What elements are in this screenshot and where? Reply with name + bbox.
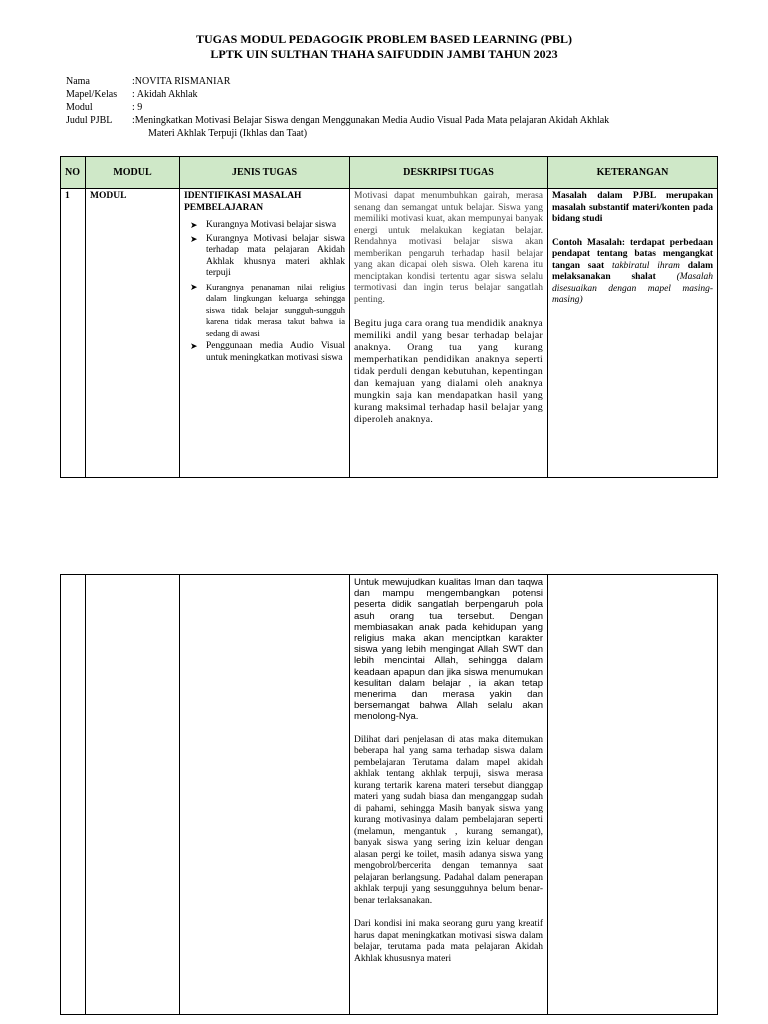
keterangan-contoh-text: Contoh Masalah: terdapat perbedaan pendapat tentang batas mengangkat tangan saat (552, 237, 713, 271)
table-row (61, 575, 718, 1015)
cell-deskripsi-tugas (350, 189, 548, 478)
info-judul (66, 114, 609, 127)
info-judul-value-line2: Materi Akhlak Terpuji (Ikhlas dan Taat) (148, 128, 308, 139)
cell-keterangan (548, 189, 718, 478)
deskripsi-paragraph: Motivasi dapat menumbuhkan gairah, merasa senang dan semangat untuk belajar. Siswa yang memiliki motivasi kuat, akan mempunyai banyak energi untuk melakukan kegiatan belajar. Rendahnya motivasi belajar siswa akan memberikan pengaruh terhadap hasil belajar yang akan dicapai oleh siswa. Oleh karena itu menciptakan kondisi tertentu agar siswa selalu termotivasi dan ingin terus belajar sangatlah penting. (354, 191, 543, 305)
deskripsi-paragraph: Untuk mewujudkan kualitas Iman dan taqwa dan mampu mengembangkan potensi peserta didik sangatlah berpengaruh pola asuh orang tua tersebut. Dengan membiasakan anak pada kehidupan yang religius maka akan menciptkan karakter siswa yang lebih mengingat Allah SWT dan lebih mencintai Allah, sehingga dalam keadaan apapun dan jika siswa menumukan kesulitan dalam belajar , ia akan tetap menerima dan merasa yakin dan bersemangat bahwa Allah selalu akan menolong-Nya. (354, 577, 543, 723)
cell-deskripsi-tugas (350, 575, 548, 1015)
header-modul: MODUL (86, 157, 180, 189)
task-table-continued (60, 574, 718, 1015)
info-nama (66, 75, 609, 88)
table-row (61, 189, 718, 478)
info-judul-label: Judul PJBL (66, 115, 113, 126)
info-mapel-label: Mapel/Kelas (66, 89, 118, 100)
jenis-tugas-list (184, 220, 345, 364)
deskripsi-paragraph: Begitu juga cara orang tua mendidik anaknya memiliki andil yang besar terhadap belajar anaknya. Orang tua yang kurang memperhatikan pendidikan anaknya seperti tidak perduli dengan kebutuhan, kepentingan dan kemajuan yang dialami oleh anaknya mungkin saja kan mendapatkan hasil yang kurang maksimal terhadap hasil belajar yang diperoleh anaknya. (354, 318, 543, 425)
deskripsi-paragraph: Dari kondisi ini maka seorang guru yang kreatif harus dapat meningkatkan motivasi siswa dalam belajar, terutama pada mata pelajaran Akidah Akhlak khususnya materi (354, 919, 543, 964)
header-no: NO (61, 157, 86, 189)
info-mapel-value: : Akidah Akhlak (132, 89, 198, 100)
cell-no (61, 575, 86, 1015)
keterangan-note: (Masalah disesuaikan dengan mapel masing-masing) (552, 272, 713, 305)
info-nama-value: :NOVITA RISMANIAR (132, 76, 231, 87)
info-modul-value: : 9 (132, 102, 143, 113)
keterangan-paragraph: Masalah dalam PJBL merupakan masalah substantif materi/konten pada bidang studi (552, 191, 713, 224)
cell-jenis-tugas (180, 575, 350, 1015)
document-title-line2: LPTK UIN SULTHAN THAHA SAIFUDDIN JAMBI TAHUN 2023 (210, 47, 558, 61)
info-modul-label: Modul (66, 102, 93, 113)
info-block (66, 75, 609, 140)
list-item: ➤ Kurangnya Motivasi belajar siswa (206, 220, 345, 232)
cell-jenis-tugas (180, 189, 350, 478)
list-item: ➤ Penggunaan media Audio Visual untuk meningkatkan motivasi siswa (206, 341, 345, 364)
info-judul-value: :Meningkatkan Motivasi Belajar Siswa dengan Menggunakan Media Audio Visual Pada Mata pelajaran Akidah Akhlak (132, 115, 610, 126)
cell-no: 1 (61, 189, 86, 478)
info-modul (66, 101, 609, 114)
document-title-line1: TUGAS MODUL PEDAGOGIK PROBLEM BASED LEARNING (PBL) (195, 32, 573, 46)
header-keterangan: KETERANGAN (548, 157, 718, 189)
list-item: ➤ Kurangnya Motivasi belajar siswa terhadap mata pelajaran Akidah Akhlak khusnya materi akhlak terpuji (206, 234, 345, 280)
info-mapel (66, 88, 609, 101)
jenis-tugas-title: IDENTIFIKASI MASALAH PEMBELAJARAN (184, 191, 302, 213)
info-nama-label: Nama (66, 76, 90, 87)
table-header-row (61, 157, 718, 189)
deskripsi-paragraph: Dilihat dari penjelasan di atas maka ditemukan beberapa hal yang sama terhadap siswa dalam pembelajaran Terutama dalam mapel akidah akhlak tentang akhlak terpuji, siswa merasa kurang tertarik karena materi tersebut dianggap materi yang sudah biasa dan menganggap sudah di pahami, sehingga Masih banyak siswa yang kurang motivasinya dalam pembelajaran seperti (melamun, mengantuk , kurang semangat), banyak siswa yang sering izin keluar dengan alasan pergi ke toilet, masih adanya siswa yang mengobrol/bercerita dengan temannya saat pelajaran berlangsung. Padahal dalam penerapan akhlak terpuji yang sesungguhnya belum benar-benar terlaksanakan. (354, 734, 543, 906)
cell-modul: MODUL (86, 189, 180, 478)
keterangan-contoh (552, 238, 713, 307)
header-deskripsi-tugas: DESKRIPSI TUGAS (350, 157, 548, 189)
header-jenis-tugas: JENIS TUGAS (180, 157, 350, 189)
task-table (60, 156, 718, 478)
keterangan-contoh-text2: dalam melaksanakan shalat (552, 260, 714, 282)
list-item: ➤ Kurangnya penanaman nilai religius dalam lingkungan keluarga sehingga siswa tidak belajar sungguh-sungguh karena tidak merasa takut bahwa ia sedang di awasi (206, 282, 345, 340)
keterangan-term: takbiratul ihram (611, 260, 680, 271)
cell-modul (86, 575, 180, 1015)
cell-keterangan (548, 575, 718, 1015)
